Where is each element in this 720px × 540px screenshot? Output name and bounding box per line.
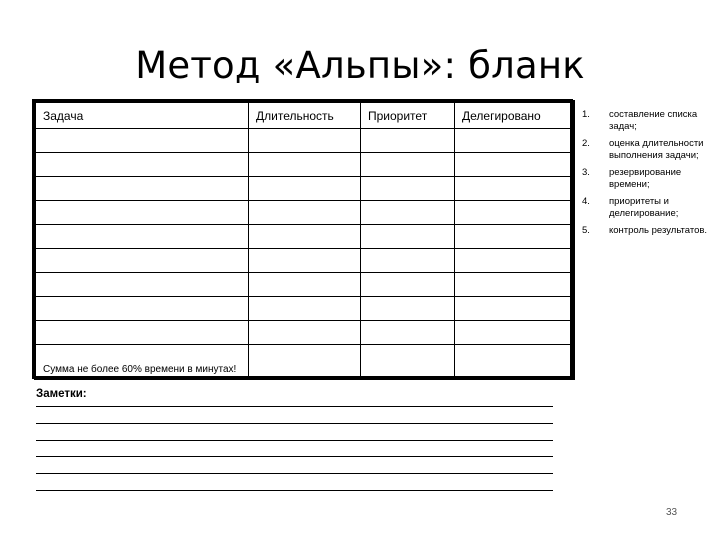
table-cell [455,225,571,249]
header-duration: Длительность [249,103,361,129]
page-number: 33 [666,507,678,518]
notes-line [36,473,553,474]
list-item [582,167,712,190]
step-text: контроль результатов. [609,225,708,236]
table-cell [36,273,249,297]
step-text: приоритеты и делегирование; [609,196,679,219]
table-row [36,129,571,153]
table-cell [455,297,571,321]
step-text: оценка длительности выполнения задачи; [609,138,704,161]
table-cell [361,153,455,177]
header-task: Задача [36,103,249,129]
table-cell [249,321,361,345]
table-cell [36,177,249,201]
table-row [36,321,571,345]
table-cell [455,321,571,345]
table-cell [249,297,361,321]
table-cell [361,273,455,297]
notes-line [36,490,553,491]
table-row [36,273,571,297]
header-priority: Приоритет [361,103,455,129]
table-cell [249,249,361,273]
step-number: 2. [582,138,590,149]
step-text: составление списка задач; [609,109,698,132]
table-row [36,177,571,201]
table-cell [249,129,361,153]
step-number: 5. [582,225,590,236]
step-number: 3. [582,167,590,178]
step-number: 4. [582,196,590,207]
alps-table-frame [34,100,575,380]
notes-line [36,456,553,457]
table-cell [249,345,361,377]
slide-title: Метод «Альпы»: бланк [135,44,585,87]
table-row [36,153,571,177]
sum-row [36,345,571,377]
table-cell [455,273,571,297]
table-cell [361,177,455,201]
notes-line [36,406,553,407]
table-cell [361,201,455,225]
table-cell [36,153,249,177]
table-cell [361,129,455,153]
table-cell [36,297,249,321]
table-cell [361,249,455,273]
table-row [36,297,571,321]
table-cell [36,321,249,345]
table-cell [36,249,249,273]
table-cell [36,129,249,153]
table-cell [455,129,571,153]
table-header-row [36,103,571,129]
table-cell [249,153,361,177]
notes-line [36,423,553,424]
table-cell [249,273,361,297]
step-number: 1. [582,109,590,120]
table-cell [249,177,361,201]
step-text: резервирование времени; [609,167,682,190]
notes-label: Заметки: [36,388,87,400]
list-item [582,138,712,161]
table-cell [361,297,455,321]
table-cell [249,201,361,225]
list-item [582,196,712,219]
table-row [36,249,571,273]
notes-line [36,440,553,441]
table-cell [36,225,249,249]
table-cell [361,321,455,345]
table-cell [455,201,571,225]
sum-label: Сумма не более 60% времени в минутах! [36,345,249,377]
steps-list [582,109,712,243]
table-cell [361,345,455,377]
table-cell [36,201,249,225]
list-item [582,109,712,132]
table-cell [455,177,571,201]
table-cell [455,249,571,273]
list-item [582,225,712,237]
table-cell [249,225,361,249]
table-cell [455,153,571,177]
table-cell [361,225,455,249]
table-cell [455,345,571,377]
table-row [36,225,571,249]
alps-table [35,102,571,377]
table-row [36,201,571,225]
header-delegated: Делегировано [455,103,571,129]
